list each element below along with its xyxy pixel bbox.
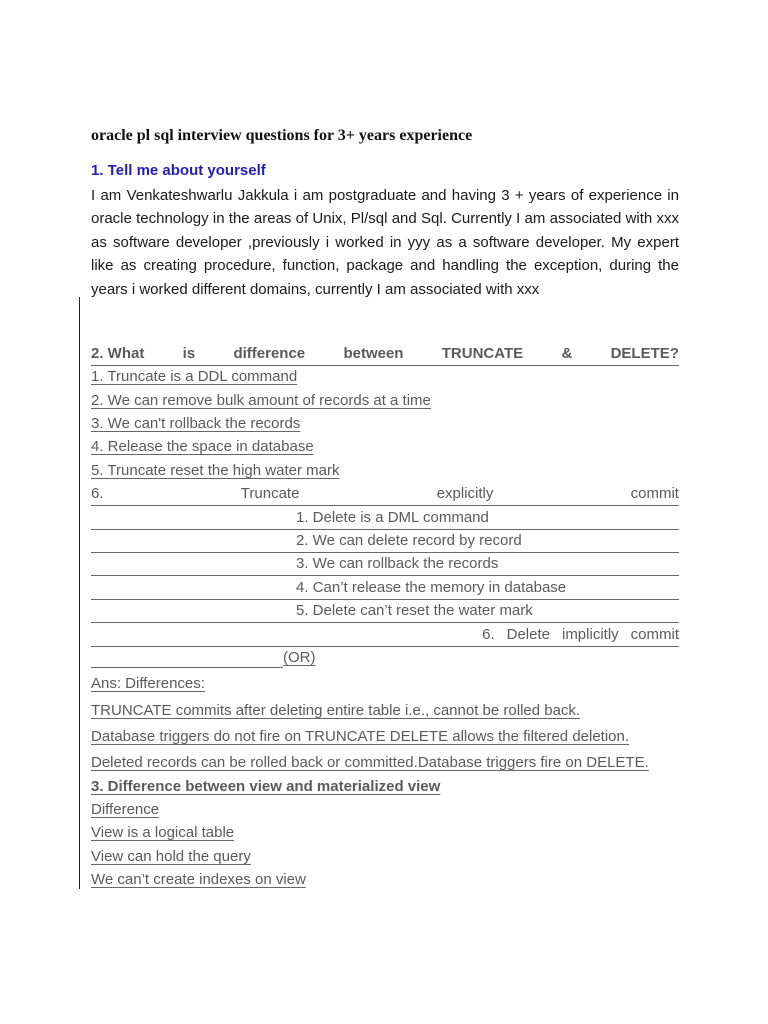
question-1-answer: I am Venkateshwarlu Jakkula i am postgraduate and having 3 + years of experience in oracle technology in the areas of Unix, Pl/sql and Sql. Currently I am associated with xxx as software developer ,previously i worked in yyy as a software developer. My expert like as creating procedure, function, package and handling the exception, during the years i worked different domains, currently I am associated with xxx: [91, 187, 679, 298]
heading-word: between: [343, 345, 404, 362]
delete-point-6: 6. Delete implicitly commit: [91, 624, 679, 647]
delete-point: 5. Delete can’t reset the water mark: [91, 600, 679, 623]
delete-point: 2. We can delete record by record: [91, 530, 679, 553]
truncate-point: 2. We can remove bulk amount of records at a time: [91, 392, 431, 409]
heading-word: 2. What: [91, 345, 145, 362]
answer-line: Database triggers do not fire on TRUNCATE DELETE allows the filtered deletion.: [91, 728, 630, 745]
question-2-heading: [91, 343, 679, 366]
truncate-point-6: 6. Truncate explicitly commit: [91, 483, 679, 506]
truncate-point: 5. Truncate reset the high water mark: [91, 462, 340, 479]
view-point: Difference: [91, 801, 160, 818]
view-point: View can hold the query: [91, 848, 251, 865]
delete-point: 4. Can’t release the memory in database: [91, 577, 679, 600]
truncate-point: 4. Release the space in database: [91, 438, 314, 455]
answer-label: Ans: Differences:: [91, 675, 205, 692]
question-3-heading: 3. Difference between view and materialized view: [91, 778, 441, 795]
delete-point: 3. We can rollback the records: [91, 553, 679, 576]
question-1-heading: 1. Tell me about yourself: [91, 162, 266, 179]
truncate-point: 3. We can't rollback the records: [91, 415, 301, 432]
heading-word: &: [561, 345, 573, 362]
view-point: View is a logical table: [91, 824, 235, 841]
or-separator: (OR): [91, 647, 679, 669]
answer-line: TRUNCATE commits after deleting entire table i.e., cannot be rolled back.: [91, 702, 581, 719]
heading-word: TRUNCATE: [441, 345, 524, 362]
answer-line: Deleted records can be rolled back or committed.Database triggers fire on DELETE.: [91, 754, 649, 771]
margin-change-bar: [79, 297, 80, 889]
document-title: oracle pl sql interview questions for 3+ years experience: [91, 127, 473, 144]
truncate-point: 1. Truncate is a DDL command: [91, 368, 298, 385]
view-point: We can’t create indexes on view: [91, 871, 306, 888]
heading-word: is: [182, 345, 196, 362]
delete-point: 1. Delete is a DML command: [91, 507, 679, 530]
heading-word: difference: [233, 345, 306, 362]
heading-word: DELETE?: [610, 345, 679, 362]
